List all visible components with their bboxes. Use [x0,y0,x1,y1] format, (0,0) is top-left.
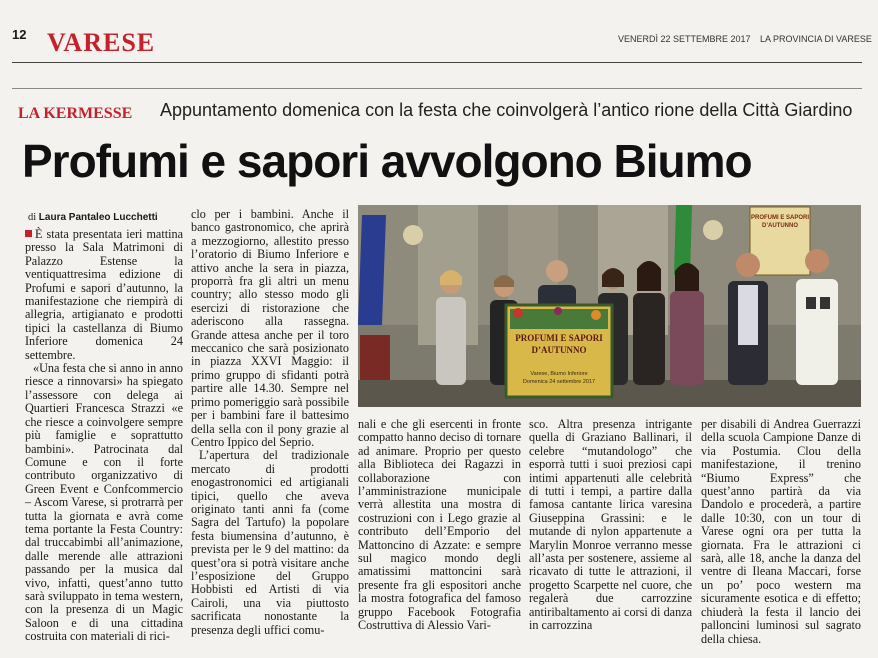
banner-title-line-1: PROFUMI E SAPORI [515,333,603,343]
column-4-paragraph: sco. Altra presenza intrigante quella di Graziano Ballinari, il celebre “mutandologo” che esporrà tutti i suoi preziosi capi intimi appartenuti alle celebrità di tutti i tempi, a partire dalla famosa cantante lirica varesina Giuseppina Grassini: e le mutande di nylon appartenute a Marylin Monroe verranno messe all’asta per sostenere, assieme al ricavato di tutte le attrazioni, il progetto Scarpette nel cuore, che regalerà due carrozzine antiribaltamento ai corsi di danza in carrozzina [529,417,692,633]
article-column-5 [701,418,861,646]
header-rule [12,62,862,63]
publication-name: LA PROVINCIA DI VARESE [760,34,872,44]
poster-text-line-1: PROFUMI E SAPORI [750,215,810,221]
article-column-1 [25,228,183,644]
column-1-paragraph-1-text: È stata presentata ieri mattina presso la Sala Matrimoni di Palazzo Estense la ventiquattresima edizione di Profumi e sapori d’autunno, la manifestazione che riempirà di allegria, artigianato e prodotti tipici la castellanza di Biumo Inferiore domenica 24 settembre. [25,227,183,362]
byline-author: Laura Pantaleo Lucchetti [38,212,158,223]
banner-title-line-2: D’AUTUNNO [531,345,587,355]
header-rule-secondary [12,88,862,89]
article-photo [358,205,861,407]
column-2-paragraph-1: clo per i bambini. Anche il banco gastronomico, che aprirà a mezzogiorno, allestito presso l’oratorio di Biumo Inferiore e attivo anche la sera in piazza, proporrà fra gli altri un menu country; allo stesso modo gli esercizi di ristorazione che aderiscono alla rassegna. Grande attesa anche per il toro meccanico che sarà posizionato in piazza XXVI Maggio: il primo gruppo di sfidanti potrà partire alle 14.30. Sempre nel primo pomeriggio sarà possibile per i bambini fare il battesimo della sella con il pony grazie al Centro Ippico del Seprio. [191,207,349,449]
article-subheadline: Appuntamento domenica con la festa che coinvolgerà l’antico rione della Città Giardino [160,100,853,120]
article-kicker: LA KERMESSE [18,105,133,122]
red-square-bullet-icon [25,230,32,237]
banner-date: Domenica 24 settembre 2017 [522,379,596,385]
column-5-paragraph: per disabili di Andrea Guerrazzi della scuola Campione Danze di via Postumia. Clou della manifestazione, il trenino “Biumo Express” che quest’anno partirà da via Dandolo e procederà, a partire dalle 10:30, con un tour di Varese ogni ora per tutta la giornata. Fra le attrazioni ci sarà, alle 18, anche la danza del ventre di Ileana Maccari, forse un po’ poco western ma sicuramente esotica e di effetto; chiuderà la festa il lancio dei palloncini luminosi sul sagrato della chiesa. [701,417,861,646]
article-column-4 [529,418,692,633]
column-2-paragraph-2: L’apertura del tradizionale mercato di prodotti enogastronomici ed artigianali tipici, quello che aveva originato tanti anni fa (come Sagra del Tartufo) la popolare festa biumensina d’autunno, è prevista per le 9 del mattino: da quest’ora si potrà visitare anche l’esposizione del Gruppo Hobbisti ed Artisti di via Cairoli, una via piuttosto sacrificata nonostante la presenza degli uffici comu- [191,448,349,637]
article-headline: Profumi e sapori avvolgono Biumo [22,135,752,187]
column-3-paragraph: nali e che gli esercenti in fronte compatto hanno deciso di tornare ad animare. Proprio per questo alla Biblioteca dei Ragazzi in collaborazione con l’amministrazione municipale verrà allestita una mostra di costruzioni con i Lego grazie al contributo dell’Emporio del Mattoncino di Azzate: e sempre sul magico mondo degli amatissimi mattoncini sarà presente fra gli espositori anche la mostra fotografica del famoso gruppo Facebook Fotografia Costruttiva di Alessio Vari- [358,417,521,633]
byline [28,212,158,223]
poster-text-line-2: D’AUTUNNO [762,223,798,229]
banner-place: Varese, Biumo Inferiore [530,371,588,377]
section-title: VARESE [47,28,156,57]
festival-banner [506,305,612,397]
page-number: 12 [12,27,27,42]
byline-prefix: di [28,212,37,223]
column-1-paragraph [25,228,183,362]
article-column-2 [191,208,349,637]
article-column-3 [358,418,521,633]
issue-date: VENERDÌ 22 SETTEMBRE 2017 [618,34,751,44]
column-1-paragraph-2: «Una festa che si anno in anno riesce a rinnovarsi» ha spiegato l’assessore con delega ai Quartieri Francesca Strazzi «e che riesce a coinvolgere sempre più famiglie e soprattutto bambini». Patrocinata dal Comune e con il forte contributo organizzativo di Green Event e Confcommercio – Ascom Varese, si protrarrà per tutta la giornata e avrà come tema portante la Festa Country: dal truccabimbi all’animazione, dalle merende alle attrazioni passando per la musica dal vivo, infatti, quest’anno tutto sarà sviluppato in tema western, con la presenza di un Magic Saloon e di una cittadina costruita con materiali di rici- [25,361,183,644]
